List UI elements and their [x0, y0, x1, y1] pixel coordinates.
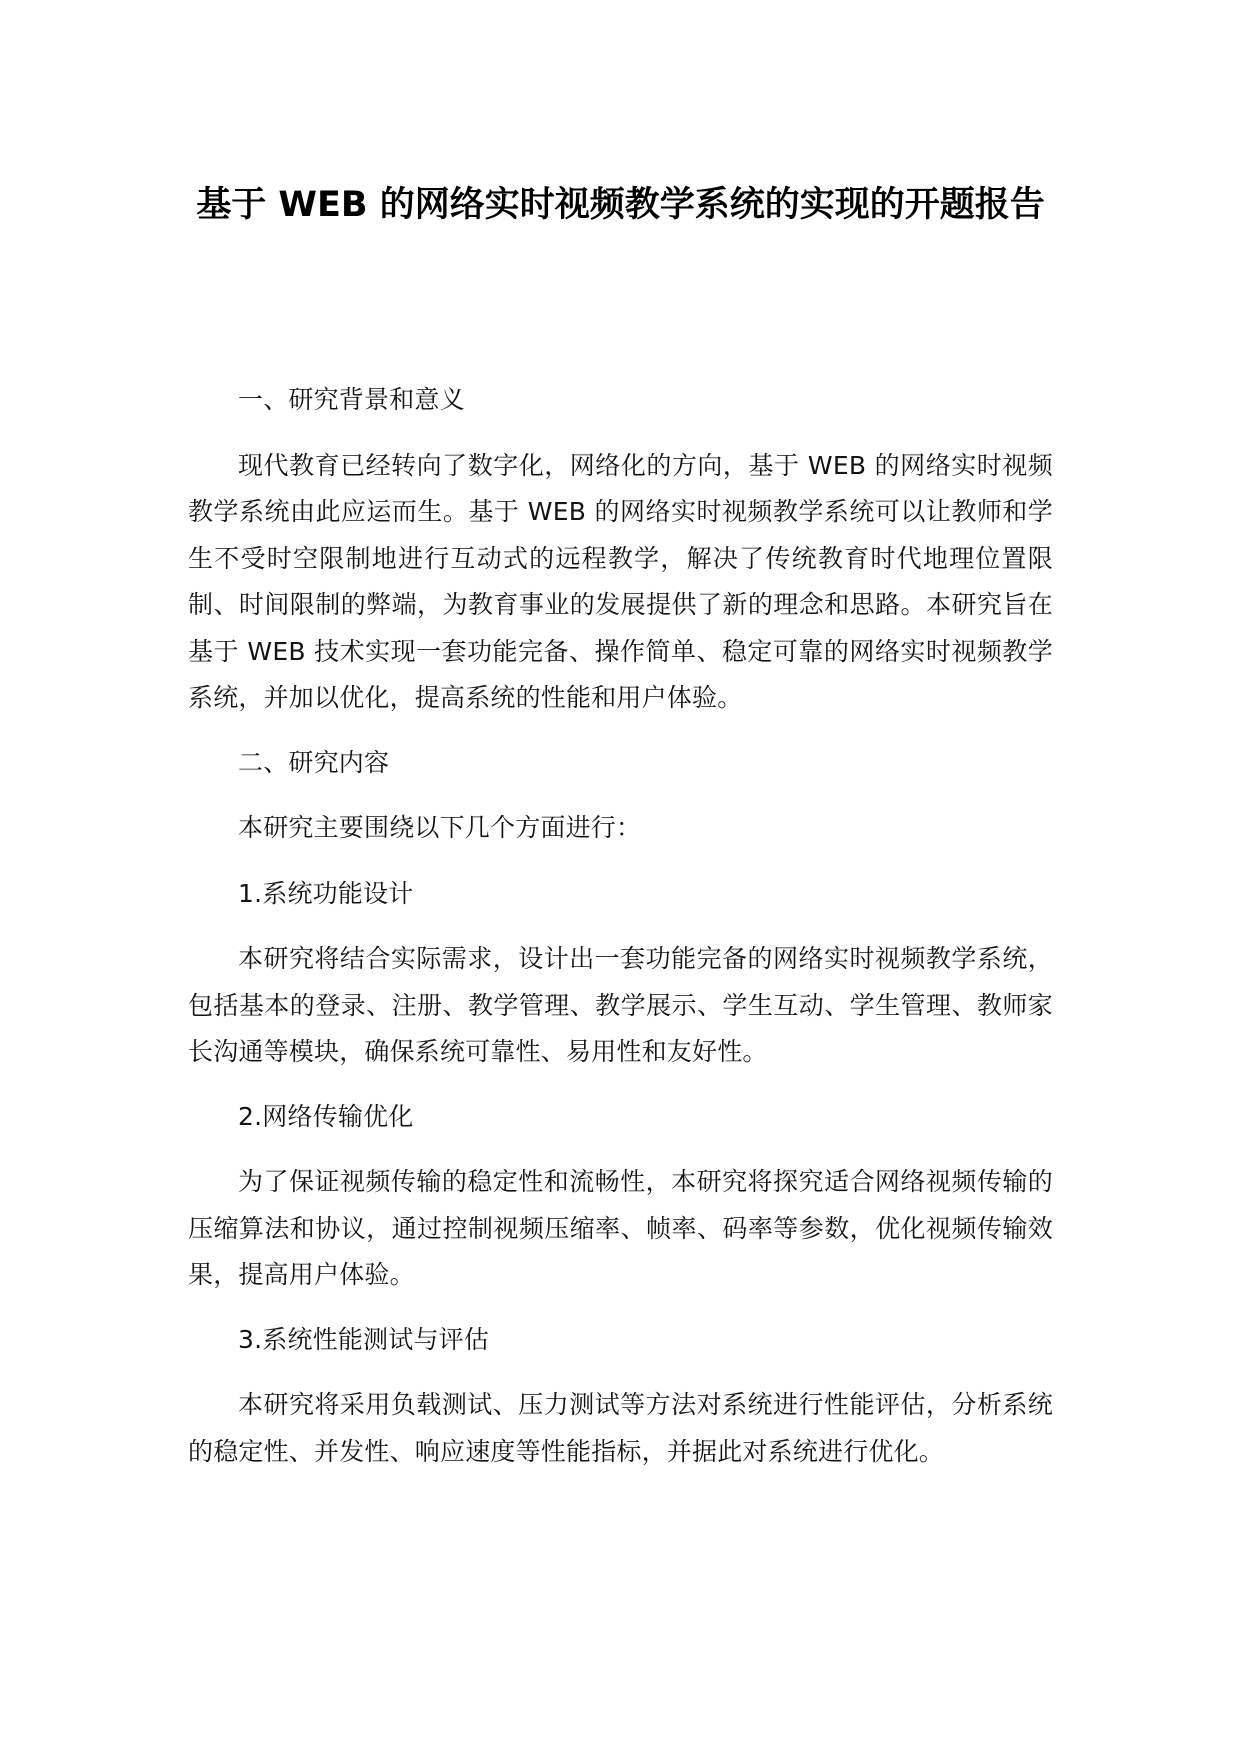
paragraph-content-intro: 本研究主要围绕以下几个方面进行： [238, 813, 642, 842]
document-body [188, 377, 1053, 1493]
subheading-system-design: 1.系统功能设计 [238, 878, 414, 908]
document-title: 基于 WEB 的网络实时视频教学系统的实现的开题报告 [196, 185, 1045, 225]
paragraph-network-optimization: 为了保证视频传输的稳定性和流畅性，本研究将探究适合网络视频传输的压缩算法和协议，通过控制视频压缩率、帧率、码率等参数，优化视频传输效果，提高用户体验。 [188, 1167, 1053, 1289]
section-heading-background: 一、研究背景和意义 [238, 385, 465, 414]
subheading-performance-testing: 3.系统性能测试与评估 [238, 1324, 490, 1354]
subheading-network-optimization: 2.网络传输优化 [238, 1101, 414, 1131]
paragraph-performance-testing: 本研究将采用负载测试、压力测试等方法对系统进行性能评估，分析系统的稳定性、并发性、响应速度等性能指标，并据此对系统进行优化。 [188, 1390, 1053, 1466]
section-heading-content: 二、研究内容 [238, 747, 390, 777]
paragraph-system-design: 本研究将结合实际需求，设计出一套功能完备的网络实时视频教学系统，包括基本的登录、注册、教学管理、教学展示、学生互动、学生管理、教师家长沟通等模块，确保系统可靠性、易用性和友好性。 [188, 944, 1053, 1066]
paragraph-background: 现代教育已经转向了数字化，网络化的方向，基于 WEB 的网络实时视频教学系统由此应运而生。基于 WEB 的网络实时视频教学系统可以让教师和学生不受时空限制地进行互动式的远程教学，解决了传统教育时代地理位置限制、时间限制的弊端，为教育事业的发展提供了新的理念和思路。本研究旨在基于 WEB 技术实现一套功能完备、操作简单、稳定可靠的网络实时视频教学系统，并加以优化，提高系统的性能和用户体验。 [188, 450, 1053, 712]
